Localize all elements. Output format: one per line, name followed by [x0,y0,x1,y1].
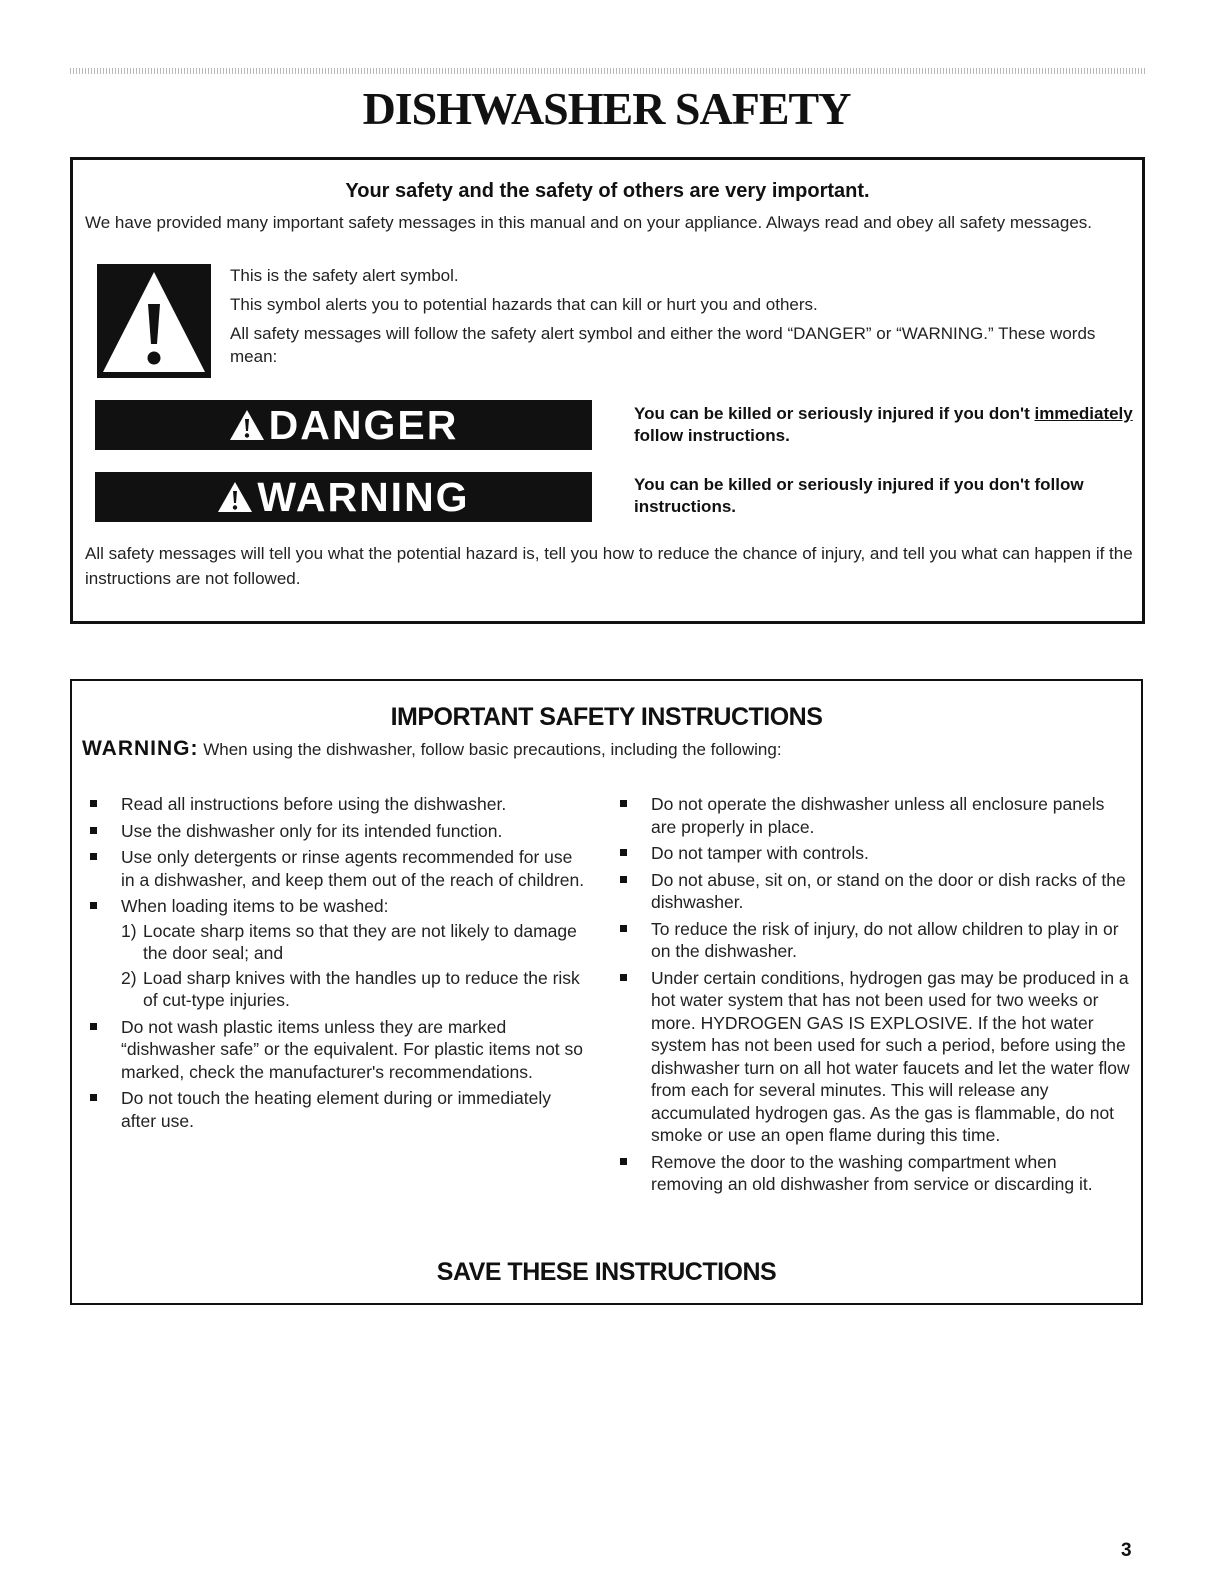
bullet-icon [90,827,97,834]
bullet-icon [620,876,627,883]
sub-item [121,967,590,1012]
alert-symbol-description [230,264,1110,368]
bullet-icon [620,925,627,932]
alert-line: This is the safety alert symbol. [230,266,459,285]
bullet-icon [90,1094,97,1101]
list-item [620,869,1130,914]
warning-sign [95,472,592,522]
list-item [620,793,1130,838]
instructions-warning [82,737,1122,761]
list-item [90,1016,590,1084]
list-item-text: Do not wash plastic items unless they are marked “dishwasher safe” or the equivalent. For plastic items not so marked, check the manufacturer's recommendations. [121,1016,584,1082]
list-item [90,846,590,891]
safety-closing: All safety messages will tell you what the potential hazard is, tell you how to reduce the chance of injury, and tell you what can happen if the instructions are not followed. [85,544,1133,588]
list-item-text: To reduce the risk of injury, do not allow children to play in or on the dishwasher. [651,918,1119,961]
bullet-icon [90,902,97,909]
list-item [620,918,1130,963]
bullet-icon [90,800,97,807]
alert-line: All safety messages will follow the safety alert symbol and either the word “DANGER” or “WARNING.” These words mean: [230,324,1096,366]
list-item-text: Do not operate the dishwasher unless all enclosure panels are properly in place. [651,794,1105,837]
sub-item [121,920,590,965]
danger-sign [95,400,592,450]
danger-text-start: You can be killed or seriously injured if you don't [634,404,1035,423]
instructions-warning-text: When using the dishwasher, follow basic precautions, including the following: [198,740,782,759]
list-item [620,1151,1130,1196]
safety-intro: We have provided many important safety messages in this manual and on your appliance. Always read and obey all safety messages. [85,213,1093,232]
warning-triangle-icon [229,409,265,441]
list-item-text: When loading items to be washed: [121,896,389,916]
danger-meaning [634,403,1134,447]
safety-alert-icon [97,264,211,378]
instructions-warning-label: WARNING: [82,737,199,760]
bullet-icon [620,849,627,856]
sub-item-text: Locate sharp items so that they are not likely to damage the door seal; and [143,920,577,963]
warning-triangle-icon [217,481,253,513]
warning-meaning: You can be killed or seriously injured if you don't follow instructions. [634,475,1084,516]
bullet-icon [620,800,627,807]
top-rule [70,68,1145,74]
warning-label: WARNING [257,473,470,520]
sub-item-number: 2) [121,967,137,988]
instructions-right-column [620,793,1130,1200]
list-item-text: Use only detergents or rinse agents recommended for use in a dishwasher, and keep them out of the reach of children. [121,847,585,890]
bullet-icon [90,1023,97,1030]
alert-line: This symbol alerts you to potential hazards that can kill or hurt you and others. [230,295,818,314]
safety-subtitle: Your safety and the safety of others are very important. [345,180,870,202]
list-item [620,967,1130,1147]
list-item-text: Do not tamper with controls. [651,843,869,863]
list-item-text: Under certain conditions, hydrogen gas may be produced in a hot water system that has not been used for two weeks or more. HYDROGEN GAS IS EXPLOSIVE. If the hot water system has not been used for such a period, before using the dishwasher turn on all hot water faucets and let the water flow from each for several minutes. This will release any accumulated hydrogen gas. As the gas is flammable, do not smoke or use an open flame during this time. [651,967,1130,1145]
danger-text-end: follow instructions. [634,426,790,445]
save-instructions-footer: SAVE THESE INSTRUCTIONS [436,1258,777,1286]
list-item [90,1087,590,1132]
safety-box [70,157,1145,624]
danger-text-emphasis: immediately [1034,404,1133,423]
sub-item-number: 1) [121,920,137,941]
instructions-box [70,679,1143,1305]
bullet-icon [620,974,627,981]
instructions-left-column [90,793,590,1136]
page-title: DISHWASHER SAFETY [362,83,851,134]
list-item [620,842,1130,865]
list-item-text: Use the dishwasher only for its intended function. [121,820,503,841]
bullet-icon [90,853,97,860]
instructions-heading: IMPORTANT SAFETY INSTRUCTIONS [390,703,823,731]
bullet-icon [620,1158,627,1165]
list-item-text: Do not touch the heating element during or immediately after use. [121,1088,551,1131]
list-item-text: Remove the door to the washing compartment when removing an old dishwasher from service or discarding it. [651,1151,1093,1194]
list-item [90,895,590,1012]
list-item-text: Do not abuse, sit on, or stand on the door or dish racks of the dishwasher. [651,869,1126,912]
list-item-text: Read all instructions before using the dishwasher. [121,794,507,814]
list-item [90,793,590,816]
sub-item-text: Load sharp knives with the handles up to reduce the risk of cut-type injuries. [143,967,580,1010]
danger-label: DANGER [268,401,459,448]
list-item [90,820,590,843]
page-number: 3 [1121,1540,1132,1561]
